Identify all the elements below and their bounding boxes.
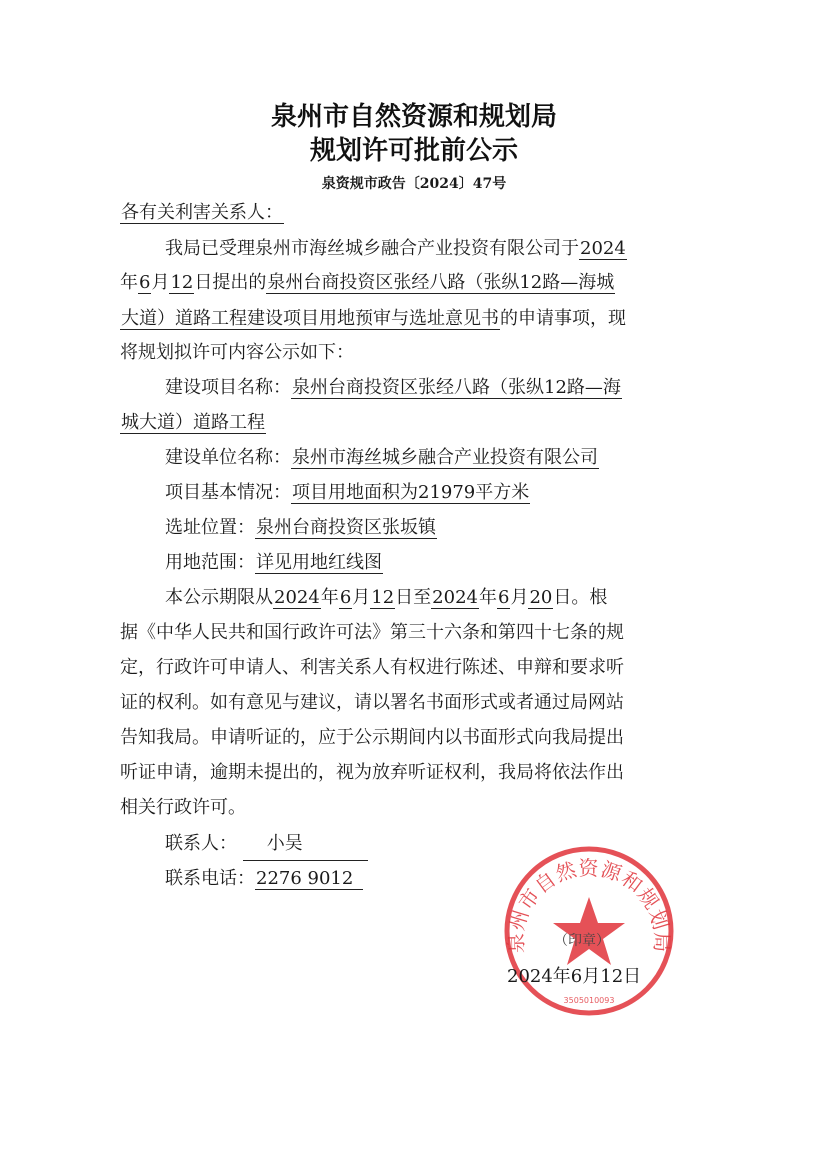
document-title-line2: 规划许可批前公示 <box>309 136 518 166</box>
phone-row: 联系电话：2276 9012 <box>165 862 363 895</box>
document-number: 泉资规市政告〔2024〕47号 <box>321 176 507 192</box>
paragraph-line: 大道）道路工程建设项目用地预审与选址意见书的申请事项，现 <box>121 308 626 329</box>
law-line: 告知我局。申请听证的，应于公示期间内以书面形式向我局提出 <box>120 727 624 748</box>
law-line: 听证申请，逾期未提出的，视为放弃听证权利，我局将依法作出 <box>120 762 624 783</box>
project-name-row-cont: 城大道）道路工程 <box>121 412 265 433</box>
unit-row: 建设单位名称：泉州市海丝城乡融合产业投资有限公司 <box>165 447 598 468</box>
range-row: 用地范围：详见用地红线图 <box>165 552 382 573</box>
salutation: 各有关利害关系人： <box>121 202 283 223</box>
law-line: 相关行政许可。 <box>120 797 246 818</box>
paragraph-line: 我局已受理泉州市海丝城乡融合产业投资有限公司于2024 <box>165 238 626 259</box>
law-line: 定，行政许可申请人、利害关系人有权进行陈述、申辩和要求听 <box>120 657 624 678</box>
law-line: 证的权利。如有意见与建议，请以署名书面形式或者通过局网站 <box>120 692 624 713</box>
svg-text:3505010093: 3505010093 <box>563 996 615 1005</box>
law-line: 据《中华人民共和国行政许可法》第三十六条和第四十七条的规 <box>120 622 624 643</box>
basic-info-row: 项目基本情况：项目用地面积为21979平方米 <box>165 482 530 503</box>
paragraph-line: 将规划拟许可内容公示如下： <box>120 342 354 363</box>
project-name-row: 建设项目名称：泉州台商投资区张经八路（张纵12路—海 <box>165 377 621 398</box>
issue-date: 2024年6月12日 <box>507 966 642 987</box>
stamp-label: （印章） <box>554 933 610 949</box>
period-row: 本公示期限从2024年6月12日至2024年6月20日。根 <box>165 587 608 608</box>
contact-row: 联系人： 小吴 <box>165 827 368 861</box>
document-title-line1: 泉州市自然资源和规划局 <box>270 102 557 132</box>
svg-text:泉州市自然资源和规划局: 泉州市自然资源和规划局 <box>503 855 675 954</box>
paragraph-line: 年6月12日提出的泉州台商投资区张经八路（张纵12路—海城 <box>120 272 615 293</box>
location-row: 选址位置：泉州台商投资区张坂镇 <box>165 517 436 538</box>
